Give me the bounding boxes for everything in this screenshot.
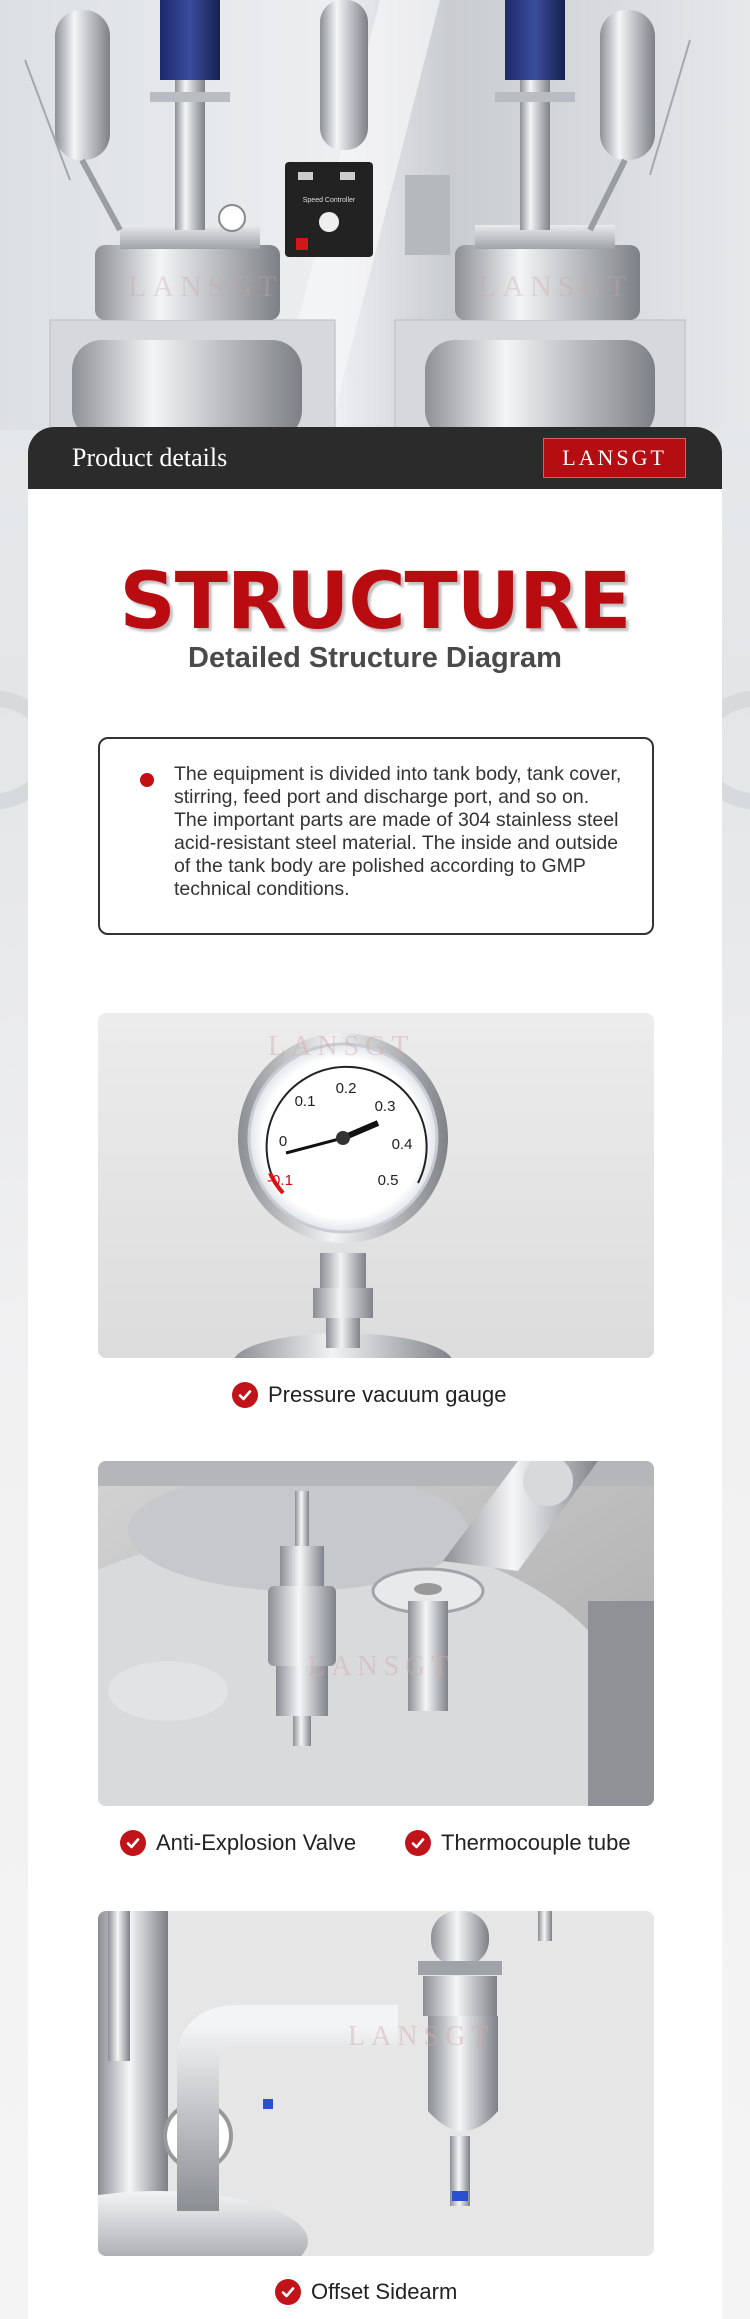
caption-offset-sidearm — [275, 2279, 457, 2305]
caption-anti-explosion-valve — [120, 1830, 356, 1856]
gauge-tick: 0.3 — [374, 1098, 396, 1115]
caption-text: Anti-Explosion Valve — [156, 1830, 357, 1855]
product-details-card — [28, 427, 722, 2319]
gauge-tick: 0 — [278, 1133, 288, 1150]
card-header-title: Product details — [72, 443, 228, 472]
hero-photo — [0, 0, 750, 430]
photo-watermark: LANSGT — [348, 2021, 495, 2052]
caption-text: Thermocouple tube — [441, 1830, 631, 1855]
photo-valve-thermocouple — [98, 1461, 654, 1806]
photo-watermark: LANSGT — [308, 1651, 455, 1682]
controller-label: Speed Controller — [302, 197, 356, 204]
hero-watermark-left: LANSGT — [128, 270, 283, 303]
brand-badge: LANSGT — [543, 438, 686, 478]
caption-pressure-gauge — [232, 1382, 506, 1408]
structure-title: STRUCTURE — [119, 557, 631, 647]
check-icon — [232, 1382, 258, 1408]
photo-watermark: LANSGT — [268, 1031, 415, 1062]
reactor-illustration — [0, 0, 750, 430]
caption-thermocouple-tube — [405, 1830, 631, 1856]
caption-text: Offset Sidearm — [311, 2279, 458, 2304]
gauge-tick: 0.5 — [377, 1172, 399, 1189]
gauge-tick: 0.4 — [391, 1136, 413, 1153]
structure-subtitle: Detailed Structure Diagram — [188, 642, 562, 674]
gauge-tick: 0.2 — [335, 1080, 357, 1097]
gauge-tick: -0.1 — [267, 1172, 293, 1189]
card-header — [28, 427, 722, 489]
bullet-dot-icon — [140, 773, 154, 787]
check-icon — [120, 1830, 146, 1856]
photo-offset-sidearm — [98, 1911, 654, 2256]
description-box — [98, 737, 654, 935]
hero-watermark-right: LANSGT — [478, 270, 633, 303]
check-icon — [405, 1830, 431, 1856]
check-icon — [275, 2279, 301, 2305]
photo-pressure-gauge — [98, 1013, 654, 1358]
gauge-tick: 0.1 — [294, 1093, 316, 1110]
description-text: The equipment is divided into tank body, tank cover, stirring, feed port and discharge port, and so on. The important parts are made of 304 stainless steel acid-resistant steel material. The inside and outside of the tank body are polished according to GMP technical conditions. — [174, 763, 622, 900]
caption-text: Pressure vacuum gauge — [268, 1382, 507, 1407]
